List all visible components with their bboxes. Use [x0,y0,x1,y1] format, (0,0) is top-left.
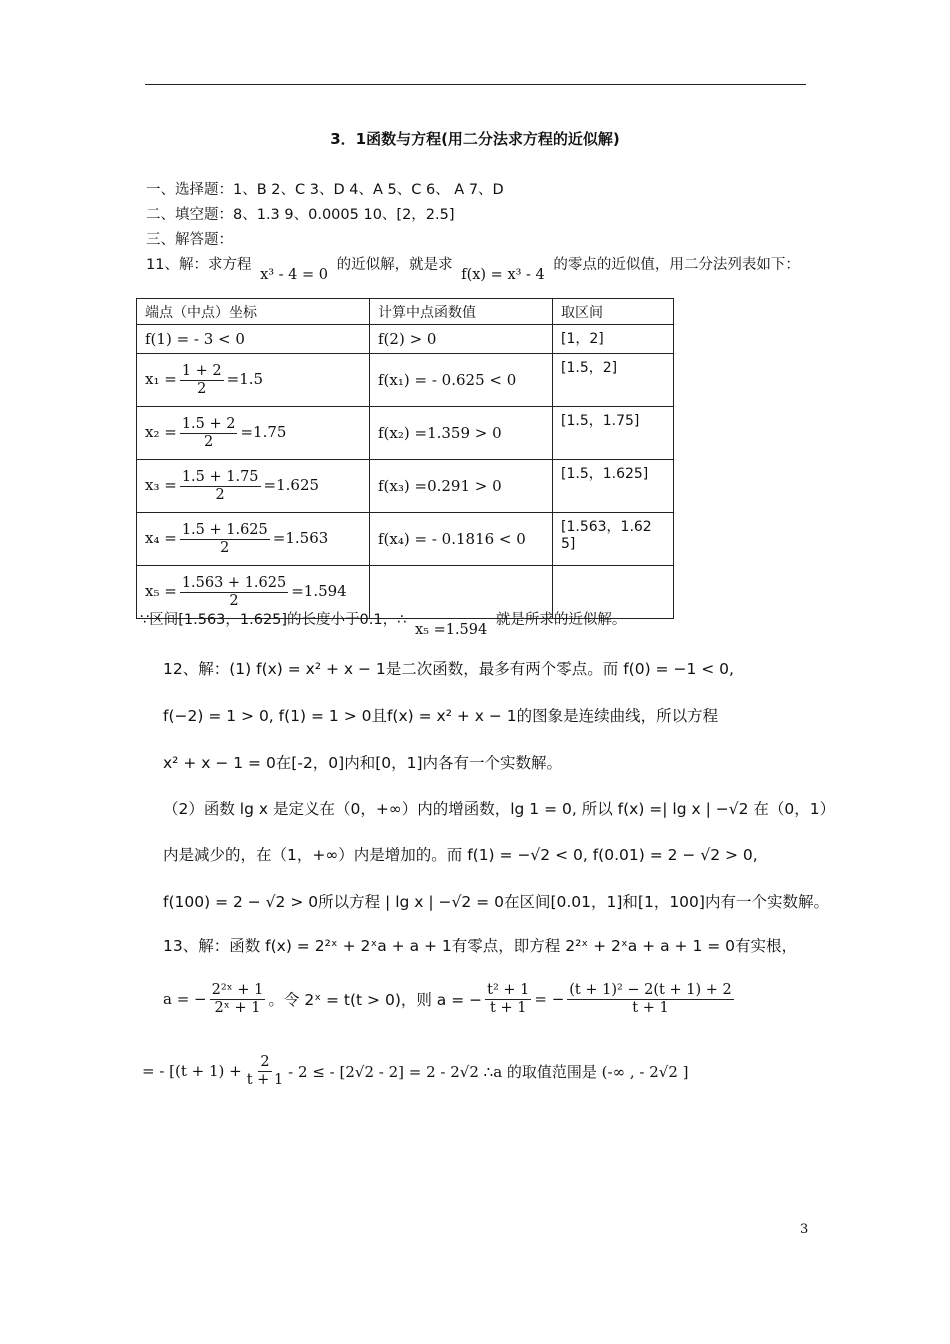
q12-line-5: 内是减少的，在（1，+∞）内是增加的。而 f(1) = −√2 < 0, f(0.01) = 2 − √2 > 0, [163,846,758,864]
midpoint-label: x₃ = [145,476,177,494]
fraction-denominator: 2 [229,592,239,609]
midpoint-value: =1.625 [263,476,320,494]
fraction-numerator: 1.563 + 1.625 [181,574,287,591]
q12-line-2: f(−2) = 1 > 0, f(1) = 1 > 0且f(x) = x² + x − 1的图象是连续曲线，所以方程 [163,707,719,725]
header-rule [145,84,806,85]
midpoint-label: x₂ = [145,423,177,441]
q13-equals-minus: = − [534,990,565,1009]
midpoint-label: x₁ = [145,370,177,388]
q13-fraction-2 [485,982,531,1016]
fraction-numerator: 1 + 2 [181,362,222,379]
q11-conclusion-b: 就是所求的近似解。 [495,612,627,628]
q11-intro-b: 的近似解，就是求 [336,257,453,273]
q12-line-3: x² + x − 1 = 0在[-2，0]内和[0，1]内各有一个实数解。 [163,754,563,772]
table-row [137,460,674,513]
q12-line-6: f(100) = 2 − √2 > 0所以方程 | lg x | −√2 = 0在区间[0.01，1]和[1，100]内有一个实数解。 [163,893,829,911]
page-title: 3．1函数与方程(用二分法求方程的近似解) [330,130,620,148]
q13-line-2 [163,982,737,1016]
q11-function: f(x) = x³ - 4 [461,267,545,283]
fraction-denominator: 2 [204,433,214,450]
choice-answers: 一、选择题：1、B 2、C 3、D 4、A 5、C 6、 A 7、D [146,182,504,198]
fraction-denominator: 2 [197,380,207,397]
midpoint-label: x₄ = [145,529,177,547]
table-header: 取区间 [553,299,674,325]
bisection-table [136,298,674,619]
table-cell: [1.5，1.625] [553,460,674,513]
fraction-numerator: 1.5 + 1.625 [181,521,268,538]
midpoint-value: =1.563 [272,529,329,547]
q11-intro-a: 11、解：求方程 [146,257,252,273]
table-header: 端点（中点）坐标 [137,299,370,325]
table-cell: f(x₁) = - 0.625 < 0 [370,354,553,407]
table-cell [137,354,370,407]
table-cell: f(x₂) =1.359 > 0 [370,407,553,460]
q12-line-1: 12、解：(1) f(x) = x² + x − 1是二次函数，最多有两个零点。而 f(0) = −1 < 0, [163,660,734,678]
table-cell: f(x₄) = - 0.1816 < 0 [370,513,553,566]
q11-intro-c: 的零点的近似值，用二分法列表如下： [553,257,800,273]
q11-conclusion-a: ∵区间[1.563，1.625]的长度小于0.1，∴ [140,612,407,628]
table-cell: [1.5，1.75] [553,407,674,460]
q13-fraction-1 [210,982,266,1016]
table-cell: [1.5，2] [553,354,674,407]
table-cell: [1，2] [553,325,674,354]
midpoint-fraction [180,469,261,503]
fraction-numerator: 1.5 + 1.75 [181,468,259,485]
midpoint-fraction [180,416,238,450]
table-row [137,513,674,566]
table-cell: f(2) > 0 [370,325,553,354]
fraction-denominator: 2 [220,539,230,556]
table-header-row [137,299,674,325]
q12-line-4: （2）函数 lg x 是定义在（0，+∞）内的增函数，lg 1 = 0, 所以 f(x) =| lg x | −√2 在（0，1） [163,800,836,818]
table-cell [137,513,370,566]
q13-expression-start: = - [(t + 1) + [142,1062,242,1081]
q13-expression-end: - 2 ≤ - [2√2 - 2] = 2 - 2√2 ∴a 的取值范围是 (-∞ , - 2√2 ] [288,1062,689,1081]
midpoint-fraction [180,575,288,609]
q13-a-equals: a = − [163,990,207,1009]
table-header: 计算中点函数值 [370,299,553,325]
midpoint-fraction [180,522,270,556]
fraction-denominator: t + 1 [246,1071,284,1088]
table-cell: [1.563，1.625] [553,513,674,566]
fraction-numerator: 2²ˣ + 1 [211,982,264,998]
fraction-numerator: t² + 1 [487,982,530,998]
fill-answers: 二、填空题：8、1.3 9、0.0005 10、[2，2.5] [146,207,455,223]
q13-line-3 [142,1054,689,1088]
fraction-denominator: t + 1 [632,999,669,1016]
q13-fraction-3 [567,982,733,1016]
q11-equation: x³ - 4 = 0 [260,267,328,283]
table-cell: f(x₃) =0.291 > 0 [370,460,553,513]
midpoint-value: =1.75 [240,423,287,441]
q13-fraction-4 [245,1054,285,1088]
q11-conclusion [140,608,627,638]
midpoint-value: =1.594 [291,582,347,600]
table-cell [137,407,370,460]
midpoint-fraction [180,363,224,397]
q13-line-1: 13、解：函数 f(x) = 2²ˣ + 2ˣa + a + 1有零点，即方程 2²ˣ + 2ˣa + a + 1 = 0有实根， [163,937,798,955]
fraction-numerator: 2 [260,1054,270,1070]
fraction-denominator: t + 1 [490,999,527,1016]
midpoint-label: x₅ = [145,582,177,600]
page-number: 3 [800,1222,809,1237]
solve-heading: 三、解答题： [146,232,233,248]
table-row [137,354,674,407]
q13-substitution: 。令 2ˣ = t(t > 0)，则 a = − [268,991,483,1010]
q11-result: x₅ =1.594 [414,622,488,638]
fraction-numerator: 1.5 + 2 [181,415,236,432]
fraction-denominator: 2 [215,486,225,503]
table-cell [137,460,370,513]
table-row [137,325,674,354]
table-cell: f(1) = - 3 < 0 [137,325,370,354]
midpoint-value: =1.5 [226,370,264,388]
q11-intro [146,253,800,283]
fraction-denominator: 2ˣ + 1 [214,999,261,1016]
fraction-numerator: (t + 1)² − 2(t + 1) + 2 [569,982,732,998]
table-row [137,407,674,460]
